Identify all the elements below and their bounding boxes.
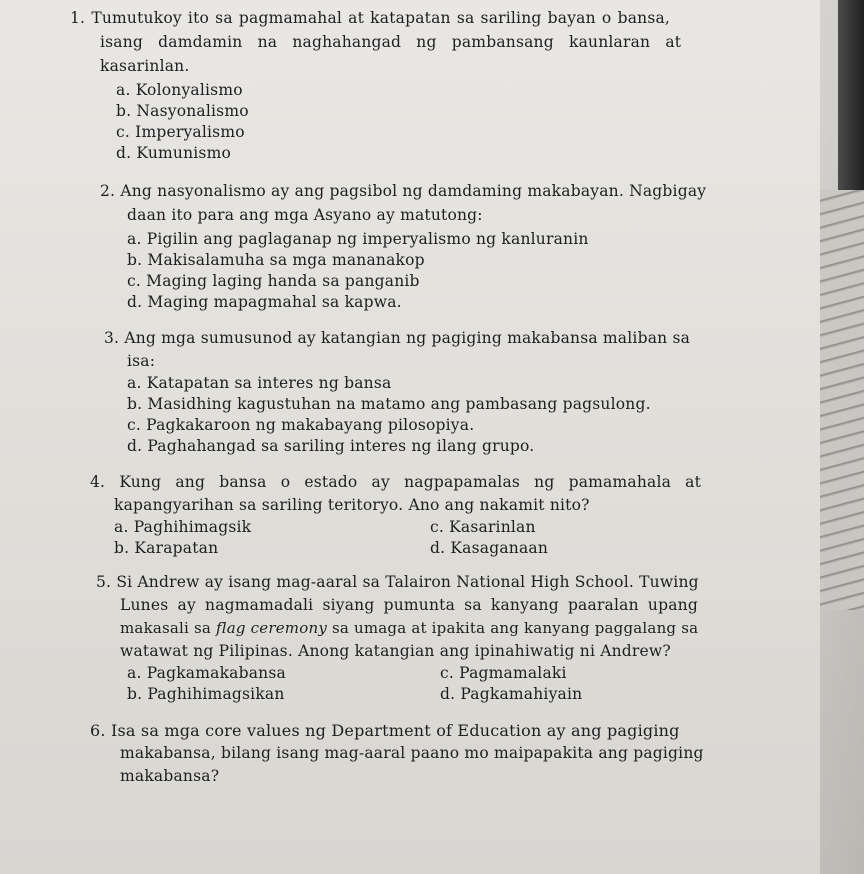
- question-5-option-d[interactable]: d. Pagkamahiyain: [440, 685, 583, 703]
- question-2-line-2: daan ito para ang mga Asyano ay matutong:: [127, 206, 483, 224]
- question-5-line-3-text: makasali sa flag ceremony sa umaga at ipakita ang kanyang paggalang sa: [120, 619, 699, 637]
- question-4-option-a[interactable]: a. Paghihimagsik: [114, 518, 252, 536]
- question-1-line-2: isang damdamin na naghahangad ng pambansang kaunlaran at: [100, 33, 682, 51]
- question-6-line-2: makabansa, bilang isang mag-aaral paano mo maipapakita ang pagiging: [120, 744, 704, 762]
- question-1-line-1: 1. Tumutukoy ito sa pagmamahal at katapatan sa sariling bayan o bansa,: [70, 9, 671, 27]
- question-3-option-d[interactable]: d. Paghahangad sa sariling interes ng ilang grupo.: [127, 437, 535, 455]
- question-2-option-c[interactable]: c. Maging laging handa sa panganib: [127, 272, 420, 290]
- question-3-option-b[interactable]: b. Masidhing kagustuhan na matamo ang pambasang pagsulong.: [127, 395, 651, 413]
- question-2-option-b[interactable]: b. Makisalamuha sa mga mananakop: [127, 251, 425, 269]
- question-5-line-3: [120, 618, 698, 640]
- question-4-option-c[interactable]: c. Kasarinlan: [430, 518, 536, 536]
- question-3-option-c[interactable]: c. Pagkakaroon ng makabayang pilosopiya.: [127, 416, 475, 434]
- question-5-line-1: 5. Si Andrew ay isang mag-aaral sa Talairon National High School. Tuwing: [96, 573, 699, 591]
- question-5-option-b[interactable]: b. Paghihimagsikan: [127, 685, 285, 703]
- question-4-line-1: 4. Kung ang bansa o estado ay nagpapamalas ng pamamahala at: [90, 473, 702, 491]
- background-dark-edge: [838, 0, 864, 190]
- question-1-option-b[interactable]: b. Nasyonalismo: [116, 102, 249, 120]
- question-4-line-2: kapangyarihan sa sariling teritoryo. Ano ang nakamit nito?: [114, 496, 590, 514]
- question-5-option-c[interactable]: c. Pagmamalaki: [440, 664, 567, 682]
- question-1-option-a[interactable]: a. Kolonyalismo: [116, 81, 243, 99]
- question-3-line-2: isa:: [127, 352, 156, 370]
- question-3-line-1: 3. Ang mga sumusunod ay katangian ng pagiging makabansa maliban sa: [104, 329, 691, 347]
- question-5-line-4: watawat ng Pilipinas. Anong katangian ang ipinahiwatig ni Andrew?: [120, 642, 671, 660]
- question-6-line-1: 6. Isa sa mga core values ng Department of Education ay ang pagiging: [90, 721, 680, 740]
- question-2-line-1: 2. Ang nasyonalismo ay ang pagsibol ng damdaming makabayan. Nagbigay: [100, 182, 707, 200]
- question-2-option-a[interactable]: a. Pigilin ang paglaganap ng imperyalismo ng kanluranin: [127, 230, 589, 248]
- question-1-line-3: kasarinlan.: [100, 57, 190, 75]
- question-1-option-d[interactable]: d. Kumunismo: [116, 144, 232, 162]
- question-2-option-d[interactable]: d. Maging mapagmahal sa kapwa.: [127, 293, 402, 311]
- question-4-option-d[interactable]: d. Kasaganaan: [430, 539, 549, 557]
- question-3-option-a[interactable]: a. Katapatan sa interes ng bansa: [127, 374, 392, 392]
- question-4-option-b[interactable]: b. Karapatan: [114, 539, 219, 557]
- question-1-option-c[interactable]: c. Imperyalismo: [116, 123, 245, 141]
- question-6-line-3: makabansa?: [120, 767, 220, 785]
- question-5-option-a[interactable]: a. Pagkamakabansa: [127, 664, 286, 682]
- question-5-line-2: Lunes ay nagmamadali siyang pumunta sa kanyang paaralan upang: [120, 596, 698, 614]
